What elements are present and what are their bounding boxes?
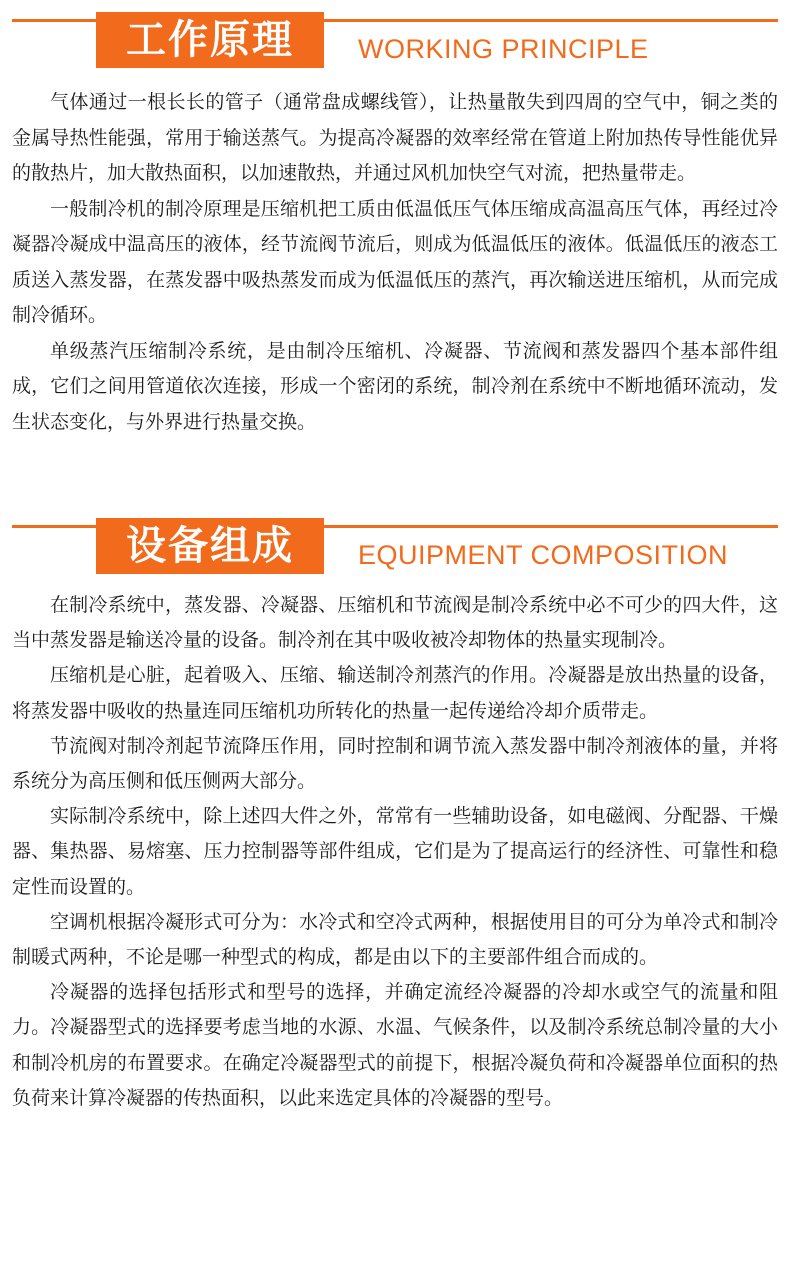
paragraph: 单级蒸汽压缩制冷系统，是由制冷压缩机、冷凝器、节流阀和蒸发器四个基本部件组成，它们之间用管道依次连接，形成一个密闭的系统，制冷剂在系统中不断地循环流动，发生状态变化，与外界进行热量交换。 [12, 339, 778, 433]
paragraph: 节流阀对制冷剂起节流降压作用，同时控制和调节流入蒸发器中制冷剂液体的量，并将系统分为高压侧和低压侧两大部分。 [12, 734, 778, 793]
section-header [0, 506, 790, 582]
section-title-cn: 设备组成 [96, 518, 324, 574]
section-body [0, 76, 790, 440]
section-title-en: EQUIPMENT COMPOSITION [358, 540, 729, 570]
equipment-composition-section [0, 506, 790, 1116]
section-body [0, 582, 790, 1116]
section-header [0, 0, 790, 76]
paragraph: 气体通过一根长长的管子（通常盘成螺线管），让热量散失到四周的空气中，铜之类的金属导热性能强，常用于输送蒸气。为提高冷凝器的效率经常在管道上附加热传导性能优异的散热片，加大散热面积，以加速散热，并通过风机加快空气对流，把热量带走。 [12, 91, 778, 184]
paragraph: 一般制冷机的制冷原理是压缩机把工质由低温低压气体压缩成高温高压气体，再经过冷凝器冷凝成中温高压的液体，经节流阀节流后，则成为低温低压的液体。低温低压的液态工质送入蒸发器，在蒸发器中吸热蒸发而成为低温低压的蒸汽，再次输送进压缩机，从而完成制冷循环。 [12, 197, 778, 326]
section-title-cn: 工作原理 [96, 12, 324, 68]
paragraph: 空调机根据冷凝形式可分为：水冷式和空冷式两种，根据使用目的可分为单冷式和制冷制暖式两种，不论是哪一种型式的构成，都是由以下的主要部件组合而成的。 [12, 910, 778, 969]
section-title-en: WORKING PRINCIPLE [358, 34, 649, 64]
paragraph: 冷凝器的选择包括形式和型号的选择，并确定流经冷凝器的冷却水或空气的流量和阻力。冷凝器型式的选择要考虑当地的水源、水温、气候条件，以及制冷系统总制冷量的大小和制冷机房的布置要求。在确定冷凝器型式的前提下，根据冷凝负荷和冷凝器单位面积的热负荷来计算冷凝器的传热面积，以此来选定具体的冷凝器的型号。 [12, 981, 778, 1109]
working-principle-section [0, 0, 790, 440]
paragraph: 压缩机是心脏，起着吸入、压缩、输送制冷剂蒸汽的作用。冷凝器是放出热量的设备，将蒸发器中吸收的热量连同压缩机功所转化的热量一起传递给冷却介质带走。 [12, 664, 778, 722]
paragraph: 实际制冷系统中，除上述四大件之外，常常有一些辅助设备，如电磁阀、分配器、干燥器、集热器、易熔塞、压力控制器等部件组成，它们是为了提高运行的经济性、可靠性和稳定性而设置的。 [12, 805, 778, 898]
paragraph: 在制冷系统中，蒸发器、冷凝器、压缩机和节流阀是制冷系统中必不可少的四大件，这当中蒸发器是输送冷量的设备。制冷剂在其中吸收被冷却物体的热量实现制冷。 [12, 594, 778, 652]
